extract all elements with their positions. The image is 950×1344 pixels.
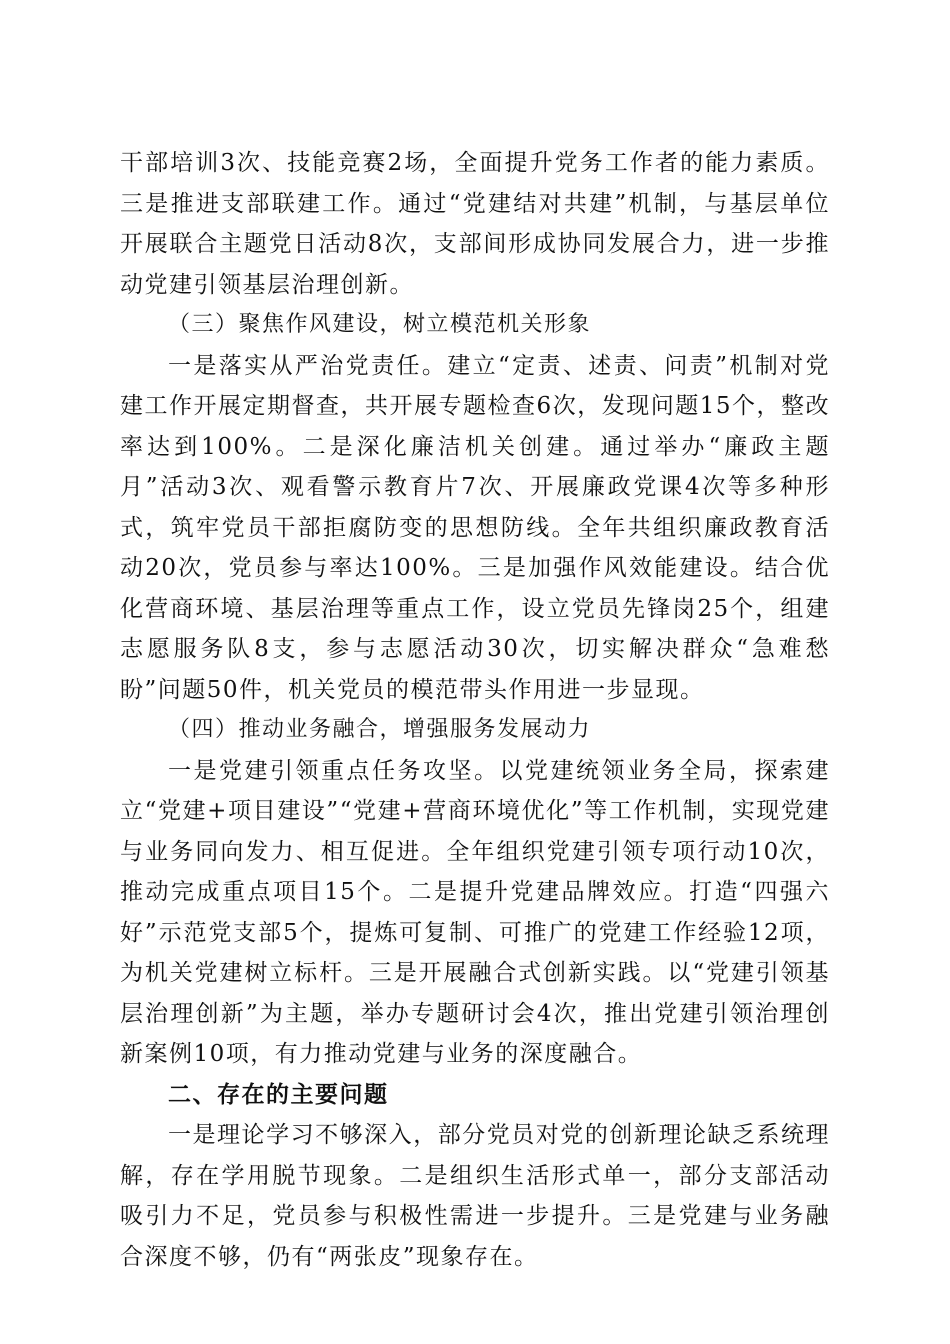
subheading-business-integration: （四）推动业务融合，增强服务发展动力 xyxy=(168,717,592,742)
section-heading-problems: 二、存在的主要问题 xyxy=(168,1081,389,1108)
paragraph-continuation: 干部培训3次、技能竞赛2场，全面提升党务工作者的能力素质。三是推进支部联建工作。通过“党建结对共建”机制，与基层单位开展联合主题党日活动8次，支部间形成协同发展合力，进一步推动党建引领基层治理创新。 xyxy=(120,150,830,298)
document-page xyxy=(120,143,830,1277)
paragraph-business-integration: 一是党建引领重点任务攻坚。以党建统领业务全局，探索建立“党建+项目建设”“党建+营商环境优化”等工作机制，实现党建与业务同向发力、相互促进。全年组织党建引领专项行动10次，推动完成重点项目15个。二是提升党建品牌效应。打造“四强六好”示范党支部5个，提炼可复制、可推广的党建工作经验12项，为机关党建树立标杆。三是开展融合式创新实践。以“党建引领基层治理创新”为主题，举办专题研讨会4次，推出党建引领治理创新案例10项，有力推动党建与业务的深度融合。 xyxy=(120,757,830,1067)
subheading-work-style: （三）聚焦作风建设，树立模范机关形象 xyxy=(168,312,592,337)
paragraph-problems: 一是理论学习不够深入，部分党员对党的创新理论缺乏系统理解，存在学用脱节现象。二是组织生活形式单一，部分支部活动吸引力不足，党员参与积极性需进一步提升。三是党建与业务融合深度不够，仍有“两张皮”现象存在。 xyxy=(120,1122,830,1270)
paragraph-work-style: 一是落实从严治党责任。建立“定责、述责、问责”机制对党建工作开展定期督查，共开展专题检查6次，发现问题15个，整改率达到100%。二是深化廉洁机关创建。通过举办“廉政主题月”活动3次、观看警示教育片7次、开展廉政党课4次等多种形式，筑牢党员干部拒腐防变的思想防线。全年共组织廉政教育活动20次，党员参与率达100%。三是加强作风效能建设。结合优化营商环境、基层治理等重点工作，设立党员先锋岗25个，组建志愿服务队8支，参与志愿活动30次，切实解决群众“急难愁盼”问题50件，机关党员的模范带头作用进一步显现。 xyxy=(120,352,830,703)
